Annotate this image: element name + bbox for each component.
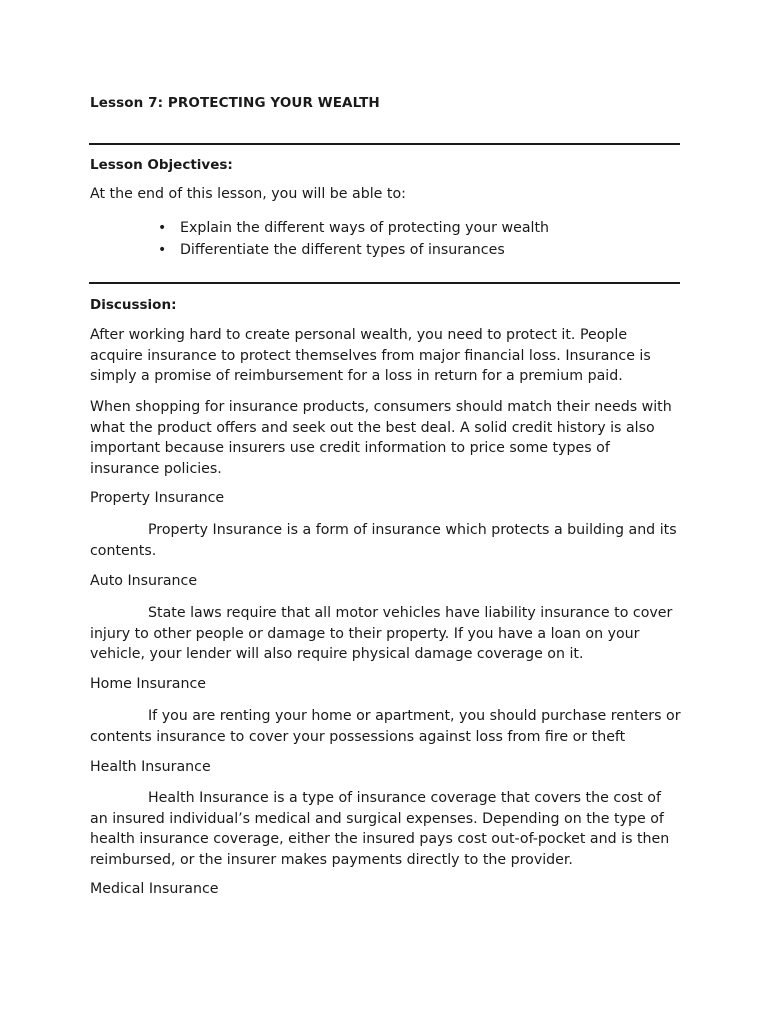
bullet-icon: •: [158, 242, 167, 258]
paragraph-text: State laws require that all motor vehicles have liability insurance to cover injury to other people or damage to their property. If you have a loan on your vehicle, your lender will also require physical damage coverage on it.: [90, 605, 673, 663]
objectives-heading: Lesson Objectives:: [90, 157, 233, 173]
section-heading-home: Home Insurance: [90, 676, 207, 692]
section-heading-health: Health Insurance: [90, 759, 211, 775]
discussion-heading: Discussion:: [90, 297, 177, 313]
section-heading-medical: Medical Insurance: [90, 881, 219, 897]
divider-top: [89, 143, 680, 145]
section-body-property: [90, 520, 682, 561]
discussion-paragraph: [90, 397, 682, 479]
paragraph-text: After working hard to create personal wealth, you need to protect it. People acquire insurance to protect themselves from major financial loss. Insurance is simply a promise of reimbursement for a loss in return for a premium paid.: [90, 327, 651, 385]
objectives-intro: At the end of this lesson, you will be able to:: [90, 186, 406, 202]
objective-item: [158, 239, 549, 261]
lesson-title: Lesson 7: PROTECTING YOUR WEALTH: [90, 95, 380, 111]
section-heading-auto: Auto Insurance: [90, 573, 198, 589]
bullet-icon: •: [158, 220, 167, 236]
paragraph-text: Property Insurance is a form of insurance which protects a building and its contents.: [90, 522, 677, 559]
objective-item: [158, 217, 549, 239]
objective-text: Explain the different ways of protecting your wealth: [180, 220, 550, 236]
paragraph-text: If you are renting your home or apartment, you should purchase renters or contents insurance to cover your possessions against loss from fire or theft: [90, 708, 681, 745]
paragraph-text: Health Insurance is a type of insurance coverage that covers the cost of an insured individual’s medical and surgical expenses. Depending on the type of health insurance coverage, either the insured pays cost out-of-pocket and is then reimbursed, or the insurer makes payments directly to the provider.: [90, 790, 670, 868]
section-body-home: [90, 706, 682, 747]
paragraph-text: When shopping for insurance products, consumers should match their needs with what the product offers and seek out the best deal. A solid credit history is also important because insurers use credit information to price some types of insurance policies.: [90, 399, 672, 477]
objectives-list: [158, 217, 549, 261]
section-body-health: [90, 788, 682, 870]
section-heading-property: Property Insurance: [90, 490, 225, 506]
section-body-auto: [90, 603, 682, 665]
discussion-paragraph: [90, 325, 682, 387]
objective-text: Differentiate the different types of insurances: [180, 242, 505, 258]
divider-middle: [89, 282, 680, 284]
